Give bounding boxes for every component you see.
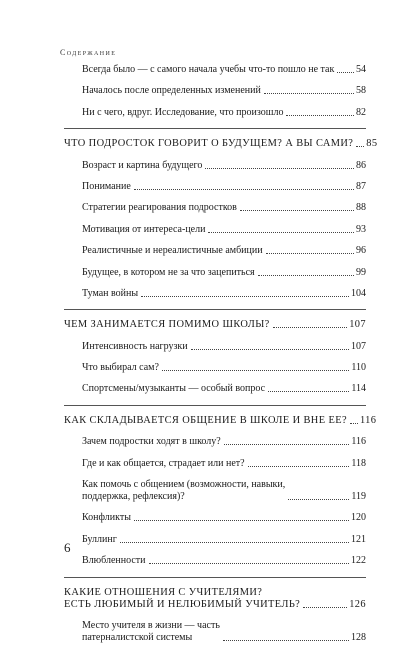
toc-entry-title: Мотивация от интереса-цели: [82, 223, 206, 235]
leader-dots: [134, 189, 354, 190]
toc-entry-title-line2: поддержка, рефлексия)?: [82, 491, 185, 503]
toc-entry-page: 116: [351, 436, 366, 448]
toc-entry[interactable]: [64, 436, 366, 448]
toc-entry[interactable]: [64, 64, 366, 76]
toc-entry-title: [82, 620, 220, 644]
leader-dots: [162, 370, 349, 371]
toc-entry[interactable]: [64, 620, 366, 644]
chapter-title: КАК СКЛАДЫВАЕТСЯ ОБЩЕНИЕ В ШКОЛЕ И ВНЕ ЕЕ?: [64, 414, 347, 426]
toc-entry[interactable]: [64, 341, 366, 353]
page-number: 6: [64, 540, 71, 555]
toc-entry[interactable]: [64, 362, 366, 374]
toc-entry-page: 104: [351, 287, 366, 299]
toc-chapter[interactable]: [64, 414, 377, 427]
toc-entry-page: 128: [351, 631, 366, 643]
toc-entry-page: 121: [351, 533, 366, 545]
toc-entry-page: 120: [351, 512, 366, 524]
leader-dots: [223, 640, 349, 641]
toc-entry-title: [82, 479, 285, 503]
toc-entry-page: 96: [356, 245, 366, 257]
leader-dots: [273, 327, 348, 328]
leader-dots: [264, 93, 354, 94]
toc-entry-page: 110: [351, 362, 366, 374]
toc-entry[interactable]: [64, 224, 366, 236]
leader-dots: [208, 232, 354, 233]
toc-entry-title: Что выбирал сам?: [82, 362, 159, 374]
toc-entry-title: Зачем подростки ходят в школу?: [82, 436, 221, 448]
toc-entry[interactable]: [64, 479, 366, 503]
toc-entry-title: Понимание: [82, 180, 131, 192]
leader-dots: [286, 115, 354, 116]
toc-entry[interactable]: [64, 85, 366, 97]
running-head: Содержание: [60, 48, 117, 57]
leader-dots: [248, 466, 350, 467]
toc-entry[interactable]: [64, 107, 366, 119]
toc-entry-page: 87: [356, 180, 366, 192]
toc-entry-title-line1: Место учителя в жизни — часть: [82, 619, 220, 631]
leader-dots: [266, 253, 354, 254]
toc-entry[interactable]: [64, 245, 366, 257]
toc-entry-title: Буллинг: [82, 533, 117, 545]
leader-dots: [141, 296, 349, 297]
toc-entry-title: Интенсивность нагрузки: [82, 340, 188, 352]
toc-entry[interactable]: [64, 555, 366, 567]
chapter-page: 116: [359, 414, 377, 426]
chapter-title: ЧЕМ ЗАНИМАЕТСЯ ПОМИМО ШКОЛЫ?: [64, 319, 270, 331]
toc-chapter[interactable]: [64, 587, 366, 611]
chapter-page: 126: [349, 598, 366, 610]
section-divider: [64, 309, 366, 310]
toc-entry-title: Туман войны: [82, 287, 139, 299]
leader-dots: [288, 499, 349, 500]
toc-entry-page: 114: [351, 383, 366, 395]
toc-entry-title: Где и как общается, страдает или нет?: [82, 457, 245, 469]
toc-entry-page: 93: [356, 223, 366, 235]
toc-entry[interactable]: [64, 288, 366, 300]
toc-entry[interactable]: [64, 383, 366, 395]
chapter-title: ЧТО ПОДРОСТОК ГОВОРИТ О БУДУЩЕМ? А ВЫ САМИ?: [64, 138, 354, 150]
chapter-title: [64, 587, 300, 611]
toc-entry-title: Началось после определенных изменений: [82, 85, 261, 97]
toc-entry-title: Конфликты: [82, 512, 131, 524]
leader-dots: [303, 607, 347, 608]
chapter-page: 85: [366, 138, 378, 150]
toc-entry-title: Спортсмены/музыканты — особый вопрос: [82, 383, 266, 395]
leader-dots: [205, 168, 354, 169]
leader-dots: [149, 563, 349, 564]
toc-entry-title-line2: патерналистской системы: [82, 631, 193, 643]
toc-entry[interactable]: [64, 160, 366, 172]
table-of-contents: [64, 64, 378, 653]
section-divider: [64, 405, 366, 406]
toc-entry-page: 118: [351, 457, 366, 469]
toc-chapter[interactable]: [64, 138, 378, 150]
toc-chapter[interactable]: [64, 319, 366, 331]
toc-entry-title: Будущее, в котором не за что зацепиться: [82, 266, 255, 278]
toc-entry[interactable]: [64, 267, 366, 279]
toc-entry-page: 122: [351, 555, 366, 567]
toc-entry-title-line1: Как помочь с общением (возможности, навыки,: [82, 479, 286, 491]
leader-dots: [258, 275, 354, 276]
chapter-page: 107: [349, 319, 366, 331]
section-divider: [64, 577, 366, 578]
toc-entry-title: Влюбленности: [82, 555, 146, 567]
leader-dots: [240, 210, 354, 211]
toc-entry-title: Реалистичные и нереалистичные амбиции: [82, 245, 263, 257]
toc-entry-title: Ни с чего, вдруг. Исследование, что произошло: [82, 106, 284, 118]
toc-entry[interactable]: [64, 534, 366, 546]
leader-dots: [350, 423, 358, 424]
toc-entry-page: 119: [351, 491, 366, 503]
toc-entry[interactable]: [64, 202, 366, 214]
toc-entry-page: 82: [356, 106, 366, 118]
leader-dots: [224, 444, 350, 445]
toc-entry-title: Возраст и картина будущего: [82, 159, 203, 171]
toc-entry[interactable]: [64, 512, 366, 524]
toc-entry-page: 88: [356, 202, 366, 214]
leader-dots: [268, 391, 349, 392]
toc-entry-page: 107: [351, 340, 366, 352]
section-divider: [64, 128, 366, 129]
toc-entry-title: Стратегии реагирования подростков: [82, 202, 237, 214]
leader-dots: [356, 146, 364, 147]
chapter-title-line2: ЕСТЬ ЛЮБИМЫЙ И НЕЛЮБИМЫЙ УЧИТЕЛЬ?: [64, 598, 301, 610]
toc-entry[interactable]: [64, 181, 366, 193]
toc-entry[interactable]: [64, 458, 366, 470]
leader-dots: [134, 520, 349, 521]
toc-entry-page: 86: [356, 159, 366, 171]
chapter-title-line1: КАКИЕ ОТНОШЕНИЯ С УЧИТЕЛЯМИ?: [64, 586, 263, 598]
toc-entry-title: Всегда было — с самого начала учебы что-то пошло не так: [82, 64, 335, 75]
toc-entry-page: 54: [356, 64, 366, 75]
leader-dots: [337, 72, 354, 73]
leader-dots: [120, 542, 349, 543]
toc-entry-page: 58: [356, 85, 366, 97]
leader-dots: [191, 349, 349, 350]
toc-entry-page: 99: [356, 266, 366, 278]
